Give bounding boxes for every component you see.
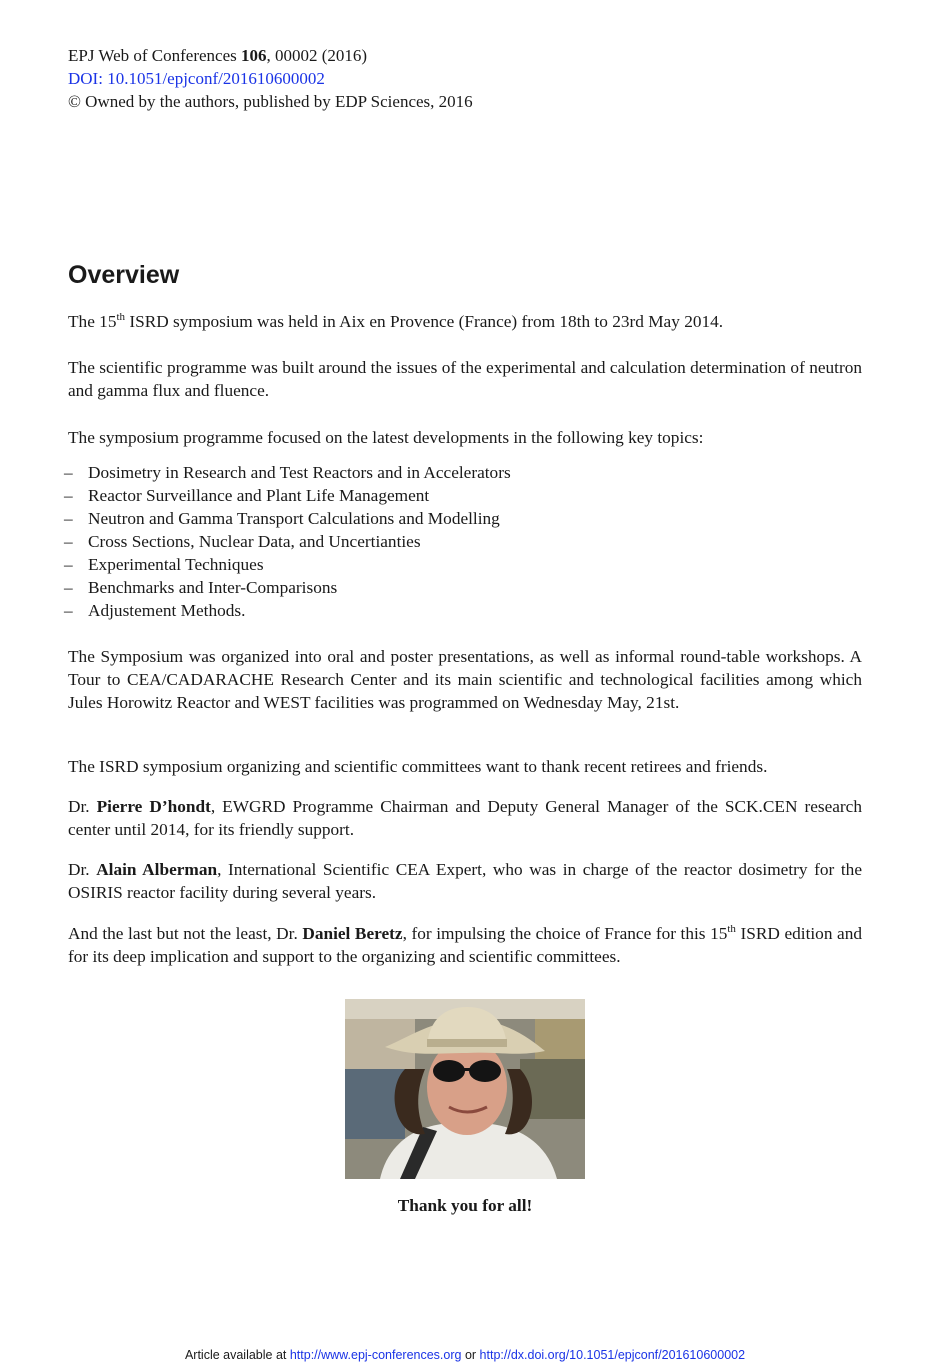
copyright-icon: © (68, 92, 81, 111)
list-dash: – (64, 532, 73, 551)
programme-text: The scientific programme was built around the issues of the experimental and calculation determination of neutron and gamma flux and fluence. (68, 358, 862, 400)
list-item (64, 553, 511, 576)
list-dash: – (64, 463, 73, 482)
organization-paragraph (68, 645, 862, 714)
section-title: Overview (68, 261, 180, 289)
list-item (64, 530, 511, 553)
person-name: Pierre D’hondt (96, 797, 211, 816)
focus-text: The symposium programme focused on the latest developments in the following key topics: (68, 428, 704, 447)
list-item (64, 461, 511, 484)
publication-header (68, 44, 473, 113)
doi-link[interactable]: DOI: 10.1051/epjconf/201610600002 (68, 69, 325, 88)
journal-link[interactable]: http://www.epj-conferences.org (289, 1348, 462, 1362)
list-item (64, 507, 511, 530)
tribute-text: ISRD edition and for its deep implication and support to the organizing and scientific committees. (68, 924, 862, 966)
list-item (64, 599, 511, 622)
tribute-beretz (68, 922, 862, 968)
intro-paragraph (68, 310, 862, 333)
tribute-hondt (68, 795, 862, 841)
tribute-alberman (68, 858, 862, 904)
topics-list (64, 461, 511, 622)
person-name: Daniel Beretz (302, 924, 403, 943)
list-dash: – (64, 555, 73, 574)
portrait-illustration (345, 999, 585, 1179)
tribute-text: , EWGRD Programme Chairman and Deputy General Manager of the SCK.CEN research center until 2014, for its friendly support. (68, 797, 862, 839)
tribute-text: , International Scientific CEA Expert, who was in charge of the reactor dosimetry for the OSIRIS reactor facility during several years. (68, 860, 862, 902)
citation-line (68, 44, 473, 67)
article-number: , 00002 (2016) (266, 46, 368, 65)
list-dash: – (64, 578, 73, 597)
volume-number: 106 (241, 46, 267, 65)
topic-label: Cross Sections, Nuclear Data, and Uncertianties (88, 532, 421, 551)
thanks-text: The ISRD symposium organizing and scientific committees want to thank recent retirees and friends. (68, 757, 768, 776)
focus-paragraph (68, 426, 862, 449)
journal-name: EPJ Web of Conferences (68, 46, 237, 65)
portrait-photo (345, 999, 585, 1179)
tribute-prefix: And the last but not the least, Dr. (68, 924, 303, 943)
copyright-line (68, 90, 473, 113)
intro-text-end: ISRD symposium was held in Aix en Provence (France) from 18th to 23rd May 2014. (125, 312, 724, 331)
footer-separator: or (461, 1348, 480, 1362)
topic-label: Neutron and Gamma Transport Calculations and Modelling (88, 509, 500, 528)
tribute-superscript: th (727, 923, 736, 935)
tribute-prefix: Dr. (68, 797, 97, 816)
topic-label: Reactor Surveillance and Plant Life Management (88, 486, 430, 505)
list-dash: – (64, 509, 73, 528)
person-name: Alain Alberman (96, 860, 218, 879)
copyright-text: Owned by the authors, published by EDP Sciences, 2016 (85, 92, 473, 111)
tribute-prefix: Dr. (68, 860, 97, 879)
topic-label: Benchmarks and Inter-Comparisons (88, 578, 338, 597)
intro-superscript: th (116, 311, 126, 323)
photo-caption: Thank you for all! (397, 1196, 533, 1215)
organization-text: The Symposium was organized into oral and poster presentations, as well as informal round-table workshops. A Tour to CEA/CADARACHE Research Center and its main scientific and technological facilities among which Jules Horowitz Reactor and WEST facilities was programmed on Wednesday May, 21st. (68, 647, 862, 712)
programme-paragraph (68, 356, 862, 402)
article-footer (0, 1348, 930, 1362)
topic-label: Adjustement Methods. (88, 601, 246, 620)
tribute-text-mid: , for impulsing the choice of France for this 15 (402, 924, 728, 943)
list-dash: – (64, 486, 73, 505)
list-dash: – (64, 601, 73, 620)
list-item (64, 576, 511, 599)
topic-label: Dosimetry in Research and Test Reactors and in Accelerators (88, 463, 511, 482)
topic-label: Experimental Techniques (88, 555, 264, 574)
thanks-paragraph (68, 755, 862, 778)
footer-prefix: Article available at (184, 1348, 290, 1362)
list-item (64, 484, 511, 507)
doi-url-link[interactable]: http://dx.doi.org/10.1051/epjconf/201610600002 (479, 1348, 746, 1362)
intro-text-start: The 15 (68, 312, 117, 331)
